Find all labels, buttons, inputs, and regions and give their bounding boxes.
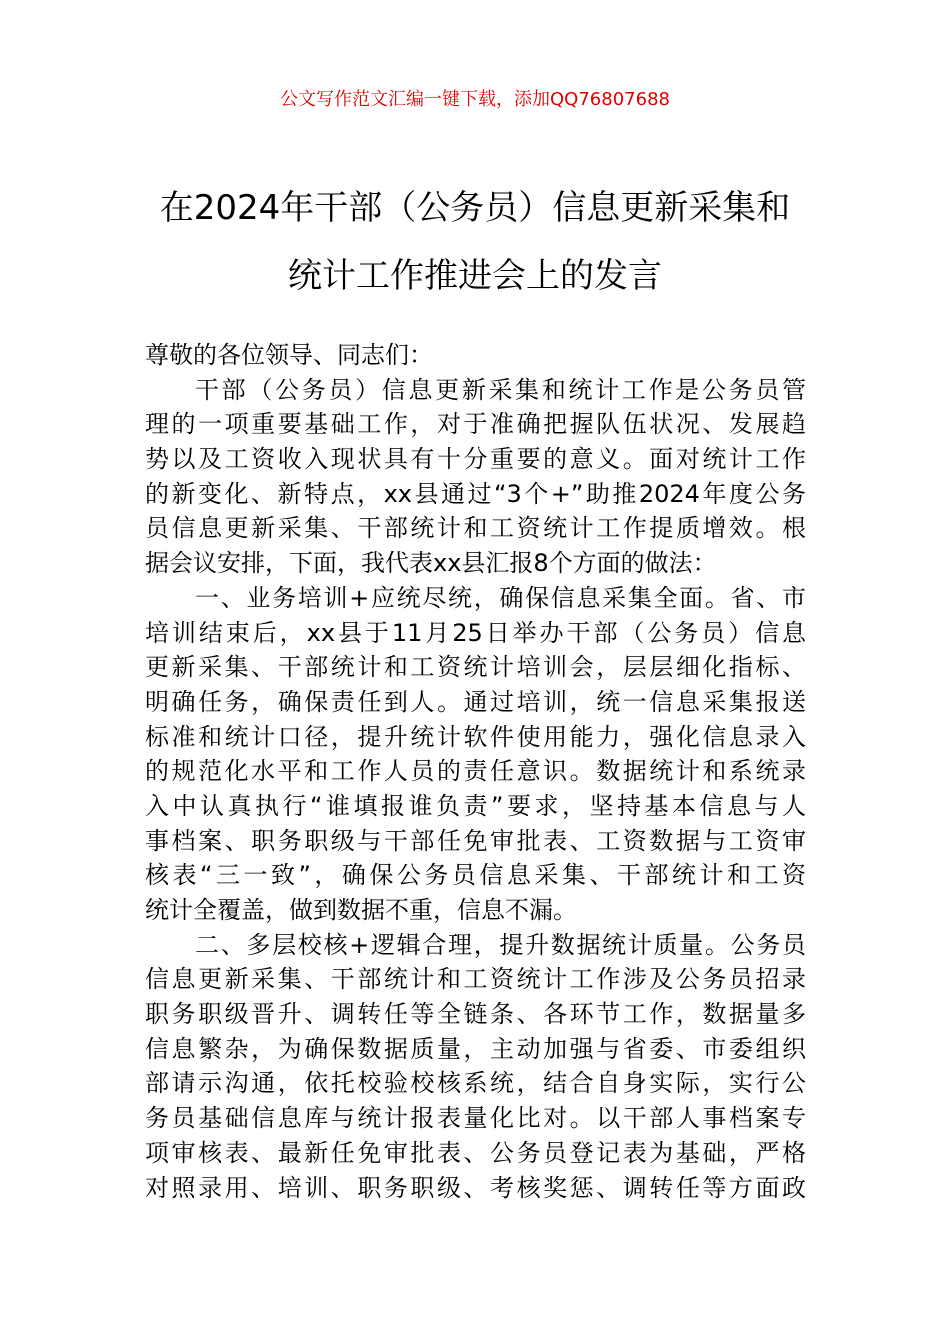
body-text-line: 的规范化水平和工作人员的责任意识。数据统计和系统录 xyxy=(145,757,806,786)
body-text-line: 二、多层校核+逻辑合理，提升数据统计质量。公务员 xyxy=(195,930,806,959)
body-text-line: 标准和统计口径，提升统计软件使用能力，强化信息录入 xyxy=(145,722,806,751)
body-text-line: 更新采集、干部统计和工资统计培训会，层层细化指标、 xyxy=(145,653,806,682)
body-text-line: 据会议安排，下面，我代表xx县汇报8个方面的做法： xyxy=(145,549,717,578)
body-text-line: 事档案、职务职级与干部任免审批表、工资数据与工资审 xyxy=(145,826,806,855)
document-title-line-2: 统计工作推进会上的发言 xyxy=(288,256,662,296)
document-body xyxy=(145,338,806,1205)
download-banner: 公文写作范文汇编一键下载，添加QQ76807688 xyxy=(280,89,670,110)
body-text-line: 一、业务培训+应统尽统，确保信息采集全面。省、市 xyxy=(195,583,806,612)
body-text-line: 员信息更新采集、干部统计和工资统计工作提质增效。根 xyxy=(145,514,806,543)
body-text-line: 理的一项重要基础工作，对于准确把握队伍状况、发展趋 xyxy=(145,410,806,439)
body-text-line: 入中认真执行“谁填报谁负责”要求，坚持基本信息与人 xyxy=(145,791,806,820)
body-text-line: 部请示沟通，依托校验校核系统，结合自身实际，实行公 xyxy=(145,1069,806,1098)
body-text-line: 尊敬的各位领导、同志们： xyxy=(145,341,433,369)
body-text-line: 项审核表、最新任免审批表、公务员登记表为基础，严格 xyxy=(145,1138,806,1167)
body-text-line: 干部（公务员）信息更新采集和统计工作是公务员管 xyxy=(195,375,806,404)
body-text-line: 培训结束后，xx县于11月25日举办干部（公务员）信息 xyxy=(145,618,806,647)
body-text-line: 对照录用、培训、职务职级、考核奖惩、调转任等方面政 xyxy=(145,1173,806,1202)
body-text-line: 信息繁杂，为确保数据质量，主动加强与省委、市委组织 xyxy=(145,1034,806,1063)
body-text-line: 核表“三一致”，确保公务员信息采集、干部统计和工资 xyxy=(145,861,806,890)
body-text-line: 的新变化、新特点，xx县通过“3个+”助推2024年度公务 xyxy=(145,479,806,508)
body-text-line: 势以及工资收入现状具有十分重要的意义。面对统计工作 xyxy=(145,445,806,474)
body-text-line: 明确任务，确保责任到人。通过培训，统一信息采集报送 xyxy=(145,687,806,716)
body-text-line: 职务职级晋升、调转任等全链条、各环节工作，数据量多 xyxy=(145,1000,806,1029)
document-title-line-1: 在2024年干部（公务员）信息更新采集和 xyxy=(159,188,791,228)
body-text-line: 信息更新采集、干部统计和工资统计工作涉及公务员招录 xyxy=(145,965,806,994)
body-text-line: 务员基础信息库与统计报表量化比对。以干部人事档案专 xyxy=(145,1104,806,1133)
body-text-line: 统计全覆盖，做到数据不重，信息不漏。 xyxy=(145,896,577,924)
